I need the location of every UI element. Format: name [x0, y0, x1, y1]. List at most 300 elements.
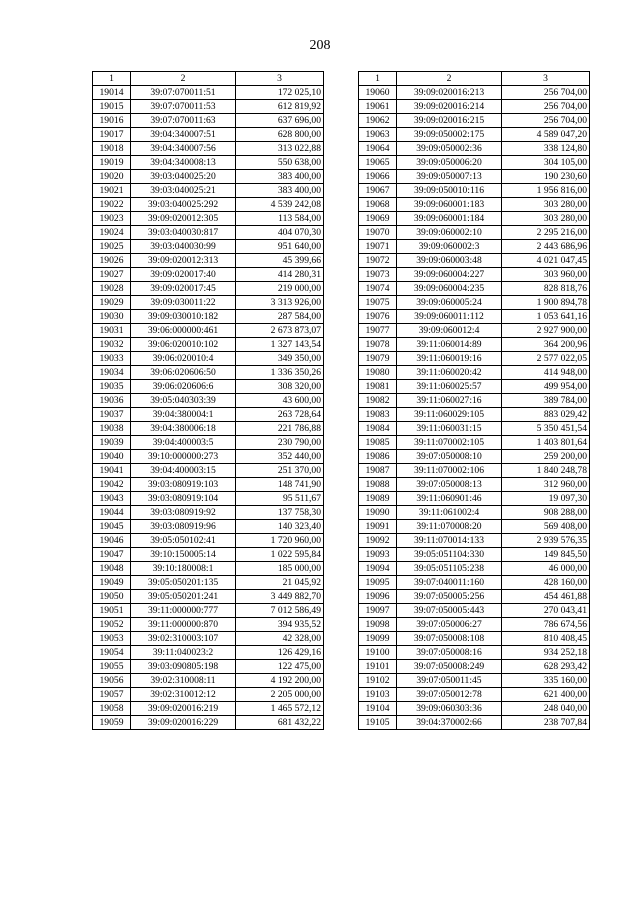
cadastral-number: 39:09:050006:20 — [397, 156, 502, 170]
table-row — [93, 352, 324, 366]
value: 569 408,00 — [502, 520, 590, 534]
cadastral-number: 39:03:040025:20 — [131, 170, 236, 184]
value: 681 432,22 — [236, 716, 324, 730]
value: 219 000,00 — [236, 282, 324, 296]
table-row — [93, 422, 324, 436]
value: 3 449 882,70 — [236, 590, 324, 604]
row-number: 19074 — [359, 282, 397, 296]
value: 149 845,50 — [502, 548, 590, 562]
row-number: 19024 — [93, 226, 131, 240]
value: 335 160,00 — [502, 674, 590, 688]
value: 256 704,00 — [502, 86, 590, 100]
table-row — [93, 660, 324, 674]
table-row — [93, 170, 324, 184]
table-row — [93, 142, 324, 156]
table-row — [359, 660, 590, 674]
value: 43 600,00 — [236, 394, 324, 408]
table-row — [359, 464, 590, 478]
row-number: 19061 — [359, 100, 397, 114]
value: 45 399,66 — [236, 254, 324, 268]
row-number: 19067 — [359, 184, 397, 198]
table-row — [359, 198, 590, 212]
value: 251 370,00 — [236, 464, 324, 478]
cadastral-number: 39:11:000000:870 — [131, 618, 236, 632]
table-row — [93, 618, 324, 632]
cadastral-number: 39:03:080919:104 — [131, 492, 236, 506]
cadastral-number: 39:09:060005:24 — [397, 296, 502, 310]
table-row — [93, 716, 324, 730]
table-row — [93, 296, 324, 310]
row-number: 19082 — [359, 394, 397, 408]
cadastral-number: 39:09:020016:219 — [131, 702, 236, 716]
value: 1 336 350,26 — [236, 366, 324, 380]
row-number: 19084 — [359, 422, 397, 436]
value: 2 205 000,00 — [236, 688, 324, 702]
row-number: 19046 — [93, 534, 131, 548]
cadastral-number: 39:07:050012:78 — [397, 688, 502, 702]
cadastral-number: 39:11:061002:4 — [397, 506, 502, 520]
table-row — [359, 674, 590, 688]
header-col-1: 1 — [93, 72, 131, 86]
row-number: 19103 — [359, 688, 397, 702]
table-row — [93, 688, 324, 702]
value: 1 327 143,54 — [236, 338, 324, 352]
value: 263 728,64 — [236, 408, 324, 422]
table-row — [359, 380, 590, 394]
cadastral-number: 39:04:370002:66 — [397, 716, 502, 730]
cadastral-number: 39:02:310012:12 — [131, 688, 236, 702]
table-row — [359, 282, 590, 296]
value: 621 400,00 — [502, 688, 590, 702]
header-col-2: 2 — [397, 72, 502, 86]
table-row — [93, 100, 324, 114]
cadastral-number: 39:07:050005:256 — [397, 590, 502, 604]
cadastral-number: 39:09:020017:40 — [131, 268, 236, 282]
value: 1 720 960,00 — [236, 534, 324, 548]
value: 2 443 686,96 — [502, 240, 590, 254]
value: 404 070,30 — [236, 226, 324, 240]
table-row — [359, 702, 590, 716]
table-row — [359, 156, 590, 170]
row-number: 19089 — [359, 492, 397, 506]
table-row — [93, 576, 324, 590]
row-number: 19077 — [359, 324, 397, 338]
table-row — [359, 478, 590, 492]
row-number: 19091 — [359, 520, 397, 534]
cadastral-number: 39:09:060004:227 — [397, 268, 502, 282]
row-number: 19081 — [359, 380, 397, 394]
value: 4 539 242,08 — [236, 198, 324, 212]
cadastral-number: 39:11:070008:20 — [397, 520, 502, 534]
value: 148 741,90 — [236, 478, 324, 492]
table-row — [93, 226, 324, 240]
row-number: 19070 — [359, 226, 397, 240]
value: 454 461,88 — [502, 590, 590, 604]
table-row — [359, 86, 590, 100]
row-number: 19049 — [93, 576, 131, 590]
row-number: 19078 — [359, 338, 397, 352]
table-row — [93, 268, 324, 282]
value: 349 350,00 — [236, 352, 324, 366]
row-number: 19041 — [93, 464, 131, 478]
value: 389 784,00 — [502, 394, 590, 408]
table-row — [359, 128, 590, 142]
cadastral-number: 39:09:060012:4 — [397, 324, 502, 338]
cadastral-number: 39:09:020016:214 — [397, 100, 502, 114]
row-number: 19102 — [359, 674, 397, 688]
row-number: 19022 — [93, 198, 131, 212]
table-row — [359, 240, 590, 254]
cadastral-number: 39:04:340007:56 — [131, 142, 236, 156]
table-row — [359, 618, 590, 632]
value: 4 021 047,45 — [502, 254, 590, 268]
table-row — [359, 534, 590, 548]
value: 126 429,16 — [236, 646, 324, 660]
value: 238 707,84 — [502, 716, 590, 730]
row-number: 19051 — [93, 604, 131, 618]
row-number: 19069 — [359, 212, 397, 226]
table-row — [359, 226, 590, 240]
value: 42 328,00 — [236, 632, 324, 646]
cadastral-number: 39:05:051105:238 — [397, 562, 502, 576]
value: 934 252,18 — [502, 646, 590, 660]
row-number: 19014 — [93, 86, 131, 100]
value: 19 097,30 — [502, 492, 590, 506]
header-col-3: 3 — [236, 72, 324, 86]
table-row — [93, 338, 324, 352]
cadastral-number: 39:03:040025:292 — [131, 198, 236, 212]
value: 3 313 926,00 — [236, 296, 324, 310]
cadastral-number: 39:05:050201:241 — [131, 590, 236, 604]
row-number: 19032 — [93, 338, 131, 352]
row-number: 19016 — [93, 114, 131, 128]
table-row — [93, 548, 324, 562]
row-number: 19072 — [359, 254, 397, 268]
row-number: 19048 — [93, 562, 131, 576]
value: 1 403 801,64 — [502, 436, 590, 450]
row-number: 19079 — [359, 352, 397, 366]
cadastral-number: 39:09:030010:182 — [131, 310, 236, 324]
cadastral-number: 39:04:400003:5 — [131, 436, 236, 450]
value: 1 053 641,16 — [502, 310, 590, 324]
value: 4 192 200,00 — [236, 674, 324, 688]
table-row — [359, 576, 590, 590]
table-row — [93, 394, 324, 408]
cadastral-number: 39:07:050008:13 — [397, 478, 502, 492]
value: 908 288,00 — [502, 506, 590, 520]
cadastral-number: 39:05:040303:39 — [131, 394, 236, 408]
value: 1 900 894,78 — [502, 296, 590, 310]
table-row — [93, 198, 324, 212]
table-row — [359, 408, 590, 422]
cadastral-number: 39:03:080919:103 — [131, 478, 236, 492]
value: 2 927 900,00 — [502, 324, 590, 338]
table-row — [359, 548, 590, 562]
row-number: 19025 — [93, 240, 131, 254]
cadastral-number: 39:06:000000:461 — [131, 324, 236, 338]
table-row — [359, 170, 590, 184]
table-row — [359, 492, 590, 506]
table-row — [359, 506, 590, 520]
value: 2 673 873,07 — [236, 324, 324, 338]
cadastral-number: 39:06:020606:50 — [131, 366, 236, 380]
table-row — [359, 268, 590, 282]
cadastral-number: 39:07:050008:249 — [397, 660, 502, 674]
value: 137 758,30 — [236, 506, 324, 520]
cadastral-number: 39:11:000000:777 — [131, 604, 236, 618]
value: 628 293,42 — [502, 660, 590, 674]
table-row — [359, 366, 590, 380]
cadastral-number: 39:07:070011:53 — [131, 100, 236, 114]
table-row — [359, 632, 590, 646]
row-number: 19045 — [93, 520, 131, 534]
cadastral-number: 39:09:060002:3 — [397, 240, 502, 254]
row-number: 19050 — [93, 590, 131, 604]
value: 394 935,52 — [236, 618, 324, 632]
cadastral-number: 39:09:050010:116 — [397, 184, 502, 198]
cadastral-number: 39:07:050008:10 — [397, 450, 502, 464]
table-row — [93, 674, 324, 688]
row-number: 19055 — [93, 660, 131, 674]
value: 786 674,56 — [502, 618, 590, 632]
table-row — [359, 142, 590, 156]
table-row — [359, 436, 590, 450]
cadastral-number: 39:04:340008:13 — [131, 156, 236, 170]
cadastral-number: 39:05:050201:135 — [131, 576, 236, 590]
cadastral-number: 39:05:051104:330 — [397, 548, 502, 562]
table-row — [359, 604, 590, 618]
row-number: 19043 — [93, 492, 131, 506]
table-row — [93, 254, 324, 268]
cadastral-number: 39:10:000000:273 — [131, 450, 236, 464]
value: 364 200,96 — [502, 338, 590, 352]
cadastral-number: 39:03:040025:21 — [131, 184, 236, 198]
row-number: 19018 — [93, 142, 131, 156]
header-row — [359, 72, 590, 86]
left-table — [92, 71, 324, 730]
table-row — [359, 254, 590, 268]
cadastral-number: 39:11:060027:16 — [397, 394, 502, 408]
row-number: 19052 — [93, 618, 131, 632]
value: 428 160,00 — [502, 576, 590, 590]
value: 883 029,42 — [502, 408, 590, 422]
table-row — [93, 506, 324, 520]
cadastral-number: 39:07:040011:160 — [397, 576, 502, 590]
table-row — [359, 114, 590, 128]
value: 414 280,31 — [236, 268, 324, 282]
value: 1 465 572,12 — [236, 702, 324, 716]
table-row — [359, 212, 590, 226]
value: 414 948,00 — [502, 366, 590, 380]
table-row — [93, 156, 324, 170]
table-row — [93, 282, 324, 296]
cadastral-number: 39:11:060901:46 — [397, 492, 502, 506]
value: 303 280,00 — [502, 212, 590, 226]
row-number: 19094 — [359, 562, 397, 576]
value: 259 200,00 — [502, 450, 590, 464]
value: 5 350 451,54 — [502, 422, 590, 436]
table-row — [93, 240, 324, 254]
cadastral-number: 39:03:090805:198 — [131, 660, 236, 674]
cadastral-number: 39:09:050007:13 — [397, 170, 502, 184]
table-row — [93, 534, 324, 548]
cadastral-number: 39:09:060001:183 — [397, 198, 502, 212]
header-col-2: 2 — [131, 72, 236, 86]
value: 2 939 576,35 — [502, 534, 590, 548]
cadastral-number: 39:11:060019:16 — [397, 352, 502, 366]
row-number: 19034 — [93, 366, 131, 380]
cadastral-number: 39:03:040030:817 — [131, 226, 236, 240]
value: 628 800,00 — [236, 128, 324, 142]
value: 140 323,40 — [236, 520, 324, 534]
cadastral-number: 39:09:050002:36 — [397, 142, 502, 156]
value: 172 025,10 — [236, 86, 324, 100]
cadastral-number: 39:06:020010:102 — [131, 338, 236, 352]
value: 1 022 595,84 — [236, 548, 324, 562]
row-number: 19054 — [93, 646, 131, 660]
cadastral-number: 39:02:310008:11 — [131, 674, 236, 688]
row-number: 19088 — [359, 478, 397, 492]
cadastral-number: 39:09:060003:48 — [397, 254, 502, 268]
cadastral-number: 39:07:050006:27 — [397, 618, 502, 632]
table-row — [93, 184, 324, 198]
row-number: 19053 — [93, 632, 131, 646]
value: 304 105,00 — [502, 156, 590, 170]
cadastral-number: 39:02:310003:107 — [131, 632, 236, 646]
row-number: 19075 — [359, 296, 397, 310]
cadastral-number: 39:03:080919:92 — [131, 506, 236, 520]
row-number: 19036 — [93, 394, 131, 408]
table-row — [359, 394, 590, 408]
value: 221 786,88 — [236, 422, 324, 436]
value: 46 000,00 — [502, 562, 590, 576]
row-number: 19029 — [93, 296, 131, 310]
row-number: 19062 — [359, 114, 397, 128]
table-row — [359, 646, 590, 660]
table-row — [93, 590, 324, 604]
cadastral-number: 39:07:070011:51 — [131, 86, 236, 100]
row-number: 19028 — [93, 282, 131, 296]
row-number: 19098 — [359, 618, 397, 632]
cadastral-number: 39:11:060014:89 — [397, 338, 502, 352]
value: 383 400,00 — [236, 170, 324, 184]
right-table-body — [359, 86, 590, 730]
row-number: 19039 — [93, 436, 131, 450]
cadastral-number: 39:10:180008:1 — [131, 562, 236, 576]
table-row — [359, 338, 590, 352]
row-number: 19073 — [359, 268, 397, 282]
cadastral-number: 39:11:040023:2 — [131, 646, 236, 660]
cadastral-number: 39:11:060025:57 — [397, 380, 502, 394]
row-number: 19099 — [359, 632, 397, 646]
row-number: 19068 — [359, 198, 397, 212]
row-number: 19023 — [93, 212, 131, 226]
cadastral-number: 39:11:070002:106 — [397, 464, 502, 478]
value: 828 818,76 — [502, 282, 590, 296]
cadastral-number: 39:09:060001:184 — [397, 212, 502, 226]
table-row — [359, 450, 590, 464]
cadastral-number: 39:07:070011:63 — [131, 114, 236, 128]
value: 4 589 047,20 — [502, 128, 590, 142]
table-row — [359, 100, 590, 114]
row-number: 19060 — [359, 86, 397, 100]
row-number: 19021 — [93, 184, 131, 198]
table-row — [359, 422, 590, 436]
value: 312 960,00 — [502, 478, 590, 492]
table-row — [93, 492, 324, 506]
cadastral-number: 39:07:050008:16 — [397, 646, 502, 660]
cadastral-number: 39:09:020017:45 — [131, 282, 236, 296]
value: 256 704,00 — [502, 100, 590, 114]
value: 7 012 586,49 — [236, 604, 324, 618]
table-row — [359, 296, 590, 310]
row-number: 19085 — [359, 436, 397, 450]
table-row — [93, 380, 324, 394]
cadastral-number: 39:09:020016:229 — [131, 716, 236, 730]
row-number: 19027 — [93, 268, 131, 282]
row-number: 19031 — [93, 324, 131, 338]
row-number: 19090 — [359, 506, 397, 520]
value: 113 584,00 — [236, 212, 324, 226]
cadastral-number: 39:07:050005:443 — [397, 604, 502, 618]
table-row — [359, 184, 590, 198]
value: 303 280,00 — [502, 198, 590, 212]
cadastral-number: 39:11:060029:105 — [397, 408, 502, 422]
row-number: 19080 — [359, 366, 397, 380]
table-row — [93, 604, 324, 618]
row-number: 19097 — [359, 604, 397, 618]
table-row — [93, 114, 324, 128]
row-number: 19042 — [93, 478, 131, 492]
value: 338 124,80 — [502, 142, 590, 156]
row-number: 19063 — [359, 128, 397, 142]
value: 951 640,00 — [236, 240, 324, 254]
table-row — [93, 646, 324, 660]
page-number: 208 — [309, 38, 331, 53]
row-number: 19059 — [93, 716, 131, 730]
table-row — [93, 702, 324, 716]
value: 499 954,00 — [502, 380, 590, 394]
value: 287 584,00 — [236, 310, 324, 324]
table-row — [93, 478, 324, 492]
value: 230 790,00 — [236, 436, 324, 450]
row-number: 19038 — [93, 422, 131, 436]
value: 2 577 022,05 — [502, 352, 590, 366]
value: 810 408,45 — [502, 632, 590, 646]
cadastral-number: 39:04:380006:18 — [131, 422, 236, 436]
left-table-body — [93, 86, 324, 730]
value: 303 960,00 — [502, 268, 590, 282]
value: 190 230,60 — [502, 170, 590, 184]
cadastral-number: 39:05:050102:41 — [131, 534, 236, 548]
cadastral-number: 39:09:050002:175 — [397, 128, 502, 142]
row-number: 19040 — [93, 450, 131, 464]
header-col-3: 3 — [502, 72, 590, 86]
right-table — [358, 71, 590, 730]
cadastral-number: 39:07:050011:45 — [397, 674, 502, 688]
value: 21 045,92 — [236, 576, 324, 590]
table-row — [93, 450, 324, 464]
table-row — [359, 562, 590, 576]
value: 308 320,00 — [236, 380, 324, 394]
row-number: 19105 — [359, 716, 397, 730]
cadastral-number: 39:09:060011:112 — [397, 310, 502, 324]
row-number: 19058 — [93, 702, 131, 716]
table-row — [359, 716, 590, 730]
value: 383 400,00 — [236, 184, 324, 198]
row-number: 19020 — [93, 170, 131, 184]
row-number: 19093 — [359, 548, 397, 562]
